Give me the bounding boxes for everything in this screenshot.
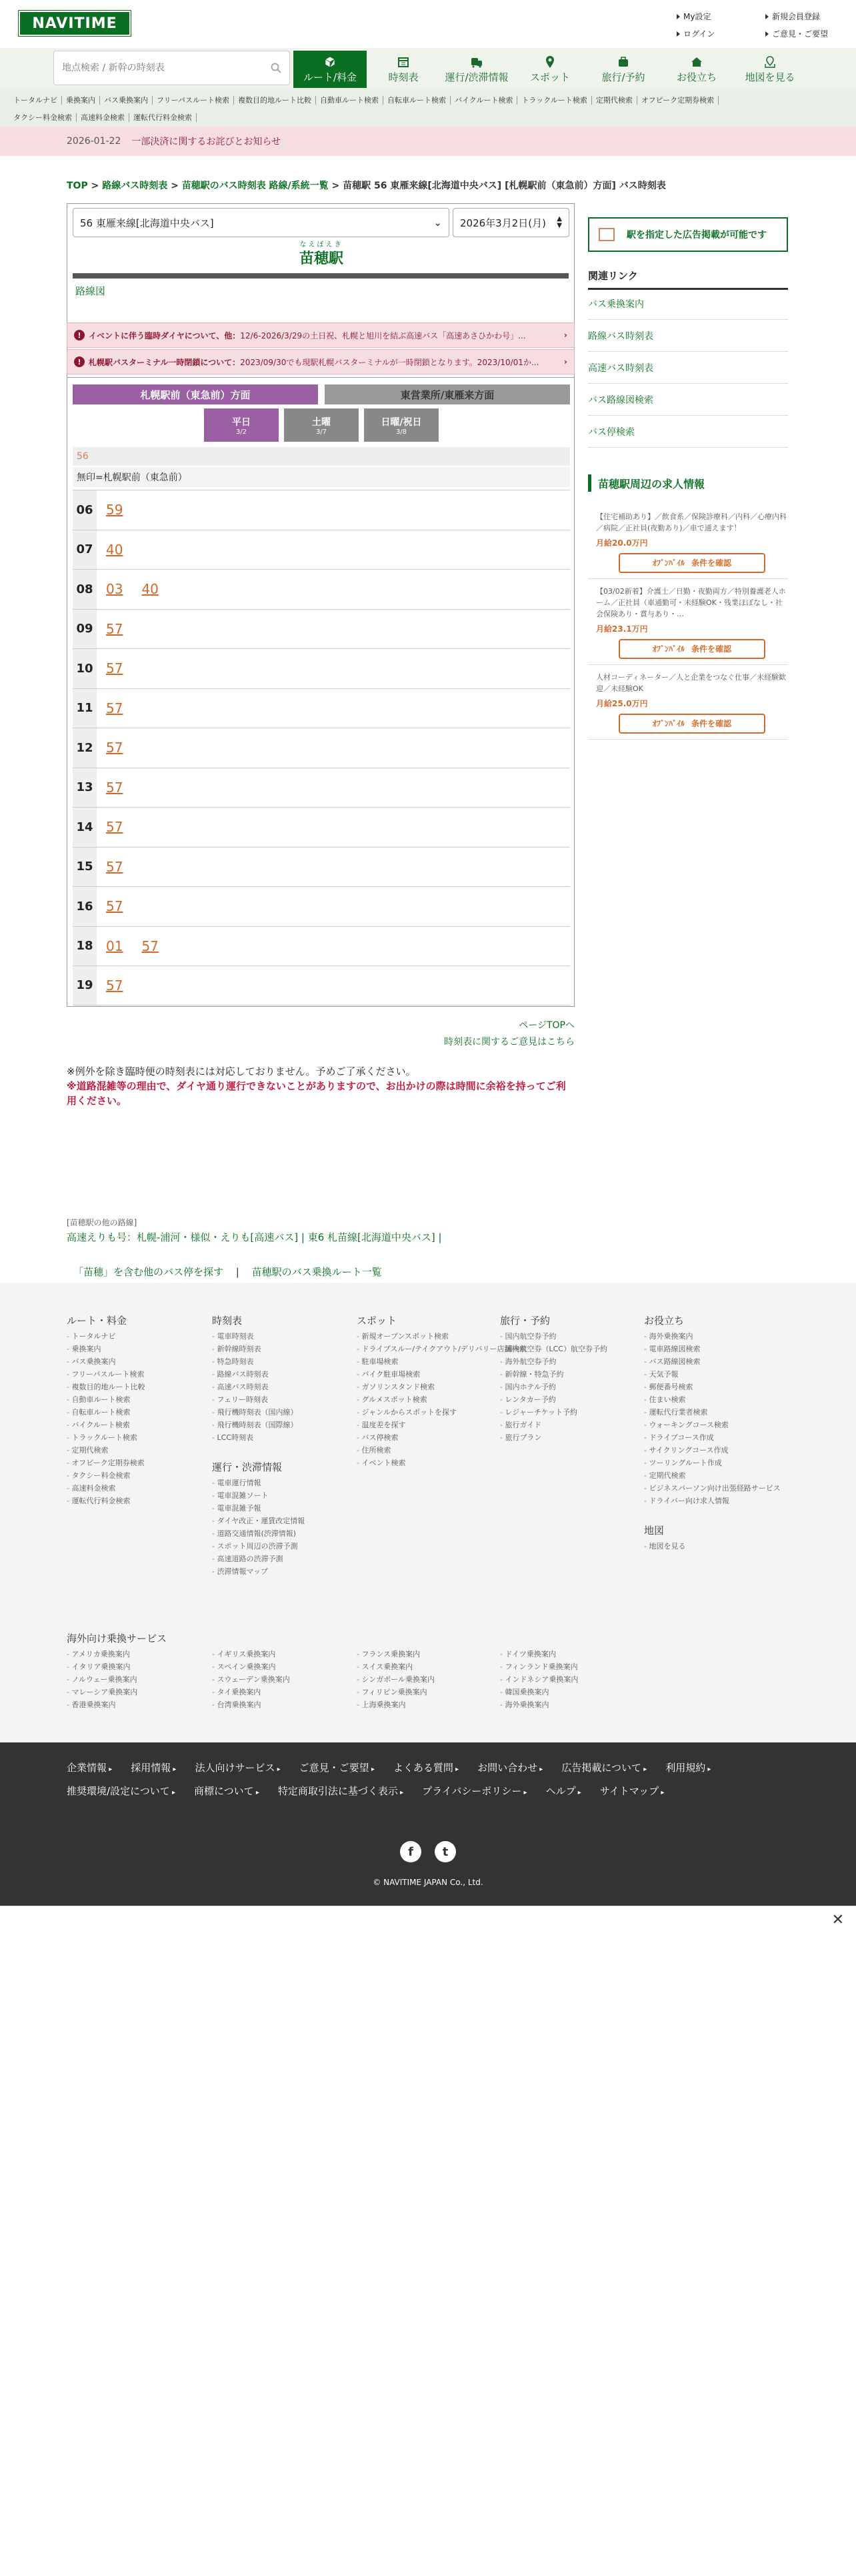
transfer-list-link[interactable]: 苗穂駅のバス乗換ルート一覧 <box>251 1266 382 1278</box>
footer-link[interactable]: - ウォーキングコース検索 <box>644 1419 791 1431</box>
footer-link[interactable]: - 国内航空券（LCC）航空券予約 <box>500 1343 607 1355</box>
footer-link[interactable]: - 旅行プラン <box>500 1431 607 1444</box>
table-row <box>73 569 570 609</box>
footer-link[interactable]: - 自動車ルート検索 <box>67 1393 145 1406</box>
departure-minute-link[interactable]: 57 <box>106 898 123 915</box>
caution-text: ※例外を除き臨時便の時刻表には対応しておりません。予めご了承ください。 ※道路混雑等の理由で、ダイヤ通り運行できないことがありますので、お出かけの際は時間に余裕を持ってご利用ください。 <box>67 1065 566 1107</box>
departure-minute-link[interactable]: 57 <box>106 779 123 796</box>
timetable <box>67 377 575 1007</box>
nav-tabs <box>293 51 807 88</box>
hour-cell: 08 <box>73 570 97 609</box>
alert-icon: ! <box>74 330 85 340</box>
overseas-link[interactable]: - インドネシア乗換案内 <box>500 1673 578 1686</box>
overseas-link[interactable]: - 上海乗換案内 <box>357 1698 435 1711</box>
footer-link[interactable]: - 定期代検索 <box>67 1444 145 1457</box>
search-box[interactable] <box>53 51 290 85</box>
table-row <box>73 490 570 530</box>
overseas-link[interactable]: - スウェーデン乗換案内 <box>212 1673 290 1686</box>
overseas-link[interactable]: - フィリピン乗換案内 <box>357 1686 435 1698</box>
footer-heading: 旅行・予約 <box>500 1315 551 1327</box>
triangle-icon <box>765 14 769 19</box>
footer-link[interactable]: - 国内ホテル予約 <box>500 1381 607 1393</box>
footer-link[interactable]: - 旅行ガイド <box>500 1419 607 1431</box>
chevron-right-icon: › <box>564 330 567 340</box>
hour-cell: 09 <box>73 610 97 649</box>
related-link[interactable]: バス乗換案内 <box>588 288 788 320</box>
day-tab-weekday[interactable]: 平日 3/2 <box>204 408 279 442</box>
footer-link[interactable]: - イベント検索 <box>357 1457 526 1469</box>
subnav-item[interactable]: バイクルート検索 <box>451 96 517 105</box>
related-links-title: 関連リンク <box>588 269 788 290</box>
table-row <box>73 728 570 768</box>
footer-link[interactable]: - 高速バス時刻表 <box>212 1381 305 1393</box>
sub-nav-row <box>13 92 843 109</box>
subnav-item[interactable]: 乗換案内 <box>62 96 100 105</box>
overseas-link[interactable]: - アメリカ乗換案内 <box>67 1648 137 1660</box>
footer-link[interactable]: - 自転車ルート検索 <box>67 1406 145 1419</box>
other-routes: [苗穂駅の他の路線] 高速えりも号：札幌-浦河・様似・えりも[高速バス] | 東6 札苗線[北海道中央バス] | <box>67 1218 442 1243</box>
footer-link[interactable]: - ジャンルからスポットを探す <box>357 1406 526 1419</box>
departure-minute-link[interactable]: 57 <box>106 858 123 875</box>
day-tab-holiday[interactable]: 日曜/祝日 3/8 <box>364 408 439 442</box>
subnav-item[interactable]: 高速料金検索 <box>77 113 129 122</box>
job-salary: 月給25.0万円 <box>596 699 648 708</box>
other-route-links[interactable]: 高速えりも号：札幌-浦河・様似・えりも[高速バス] | 東6 札苗線[北海道中央バス] | <box>67 1231 442 1243</box>
footer-link[interactable]: - ドライブスルー/テイクアウト/デリバリー店舗検索 <box>357 1343 526 1355</box>
footer-link[interactable]: - 天気予報 <box>644 1368 791 1381</box>
overseas-link[interactable]: - 香港乗換案内 <box>67 1698 137 1711</box>
footer-col-travel <box>500 1315 607 1444</box>
alert-icon: ! <box>74 356 85 367</box>
footer-link[interactable]: - レジャーチケット予約 <box>500 1406 607 1419</box>
departure-minute-link[interactable]: 57 <box>141 938 159 954</box>
divider <box>73 273 569 279</box>
footer-bottom-link[interactable]: 推奨環境/設定について ▸ <box>67 1785 175 1797</box>
facebook-icon[interactable]: f <box>400 1841 421 1862</box>
footer-link[interactable]: - ガソリンスタンド検索 <box>357 1381 526 1393</box>
subnav-item[interactable]: 運転代行料金検索 <box>129 113 197 122</box>
subnav-item[interactable]: バス乗換案内 <box>100 96 153 105</box>
breadcrumb: TOP > 路線バス時刻表 > 苗穂駅のバス時刻表 路線/系統一覧 > 苗穂駅 56 東雁来線[北海道中央バス] [札幌駅前（東急前）方面] バス時刻表 <box>67 181 666 191</box>
hour-cell: 16 <box>73 887 97 926</box>
sub-nav <box>0 88 856 127</box>
job-brand: ｵﾌﾞﾝﾊﾞｲﾙ <box>652 718 685 728</box>
station-title <box>67 239 575 268</box>
overseas-link[interactable]: - フランス乗換案内 <box>357 1648 435 1660</box>
table-row <box>73 768 570 808</box>
main-nav <box>0 48 856 88</box>
hour-cell: 10 <box>73 649 97 688</box>
related-link[interactable]: 路線バス時刻表 <box>588 320 788 352</box>
footer-heading: 運行・渋滞情報 <box>212 1461 283 1473</box>
job-card[interactable] <box>588 579 788 665</box>
footer-link[interactable]: - トラックルート検索 <box>67 1431 145 1444</box>
footer-col-route <box>67 1315 145 1507</box>
footer-bottom-link[interactable]: 企業情報 ▸ <box>67 1762 112 1774</box>
minutes-cell <box>97 570 570 609</box>
footer-link[interactable]: - フリーパスルート検索 <box>67 1368 145 1381</box>
footer-link[interactable]: - 特急時刻表 <box>212 1355 305 1368</box>
footer-link[interactable]: - 高速料金検索 <box>67 1482 145 1495</box>
footer-link[interactable]: - 電車混雑ソート <box>212 1489 305 1502</box>
subnav-item[interactable]: 自動車ルート検索 <box>316 96 383 105</box>
tab-timetable[interactable]: 時刻表 <box>367 51 440 88</box>
navitime-logo[interactable]: NAVITIME <box>19 11 131 36</box>
breadcrumb-top[interactable]: TOP <box>67 181 88 191</box>
login-link[interactable]: ログイン <box>677 25 715 43</box>
hour-cell: 06 <box>73 490 97 530</box>
table-row <box>73 530 570 570</box>
table-row <box>73 966 570 1005</box>
stepper-icon: ▲ ▼ <box>557 215 562 229</box>
footer-heading: 時刻表 <box>212 1315 243 1327</box>
date-select[interactable]: 2026年3月2日(月) ▲ ▼ <box>453 208 569 237</box>
subnav-item[interactable]: 定期代検索 <box>592 96 637 105</box>
overseas-link[interactable]: - シンガポール乗換案内 <box>357 1673 435 1686</box>
job-brand: ｵﾌﾞﾝﾊﾞｲﾙ <box>652 558 685 568</box>
footer-link[interactable]: - 渋滞情報マップ <box>212 1565 305 1578</box>
triangle-icon <box>677 14 680 19</box>
job-card[interactable] <box>588 504 788 579</box>
job-card[interactable] <box>588 665 788 740</box>
footer-link[interactable]: - 駐車場検索 <box>357 1355 526 1368</box>
footer-link[interactable]: - 複数目的地ルート比較 <box>67 1381 145 1393</box>
search-icon[interactable] <box>271 63 281 73</box>
table-row <box>73 807 570 847</box>
footer-heading: ルート・料金 <box>67 1315 127 1327</box>
overseas-col <box>500 1648 578 1711</box>
footer-link[interactable]: - 電車路線図検索 <box>644 1343 791 1355</box>
footer-sitemap <box>0 1283 856 1742</box>
related-links <box>588 288 788 448</box>
overseas-link[interactable]: - イギリス乗換案内 <box>212 1648 290 1660</box>
subnav-item[interactable]: 自転車ルート検索 <box>383 96 451 105</box>
day-tabs <box>67 408 575 442</box>
footer-link[interactable]: - バス乗換案内 <box>67 1355 145 1368</box>
hour-cell: 14 <box>73 808 97 847</box>
footer-link[interactable]: - レンタカー予約 <box>500 1393 607 1406</box>
hour-cell: 18 <box>73 927 97 966</box>
footer-link[interactable]: - ビジネスパーソン向け出張経路サービス <box>644 1482 791 1495</box>
footer-heading: お役立ち <box>644 1315 685 1327</box>
search-other-stop-link[interactable]: 「苗穂」を含む他のバス停を探す <box>73 1266 224 1278</box>
footer-link[interactable]: - 郵便番号検索 <box>644 1381 791 1393</box>
legend-note: 無印=札幌駅前（東急前） <box>73 467 570 487</box>
route-number: 56 <box>73 447 570 466</box>
job-brand: ｵﾌﾞﾝﾊﾞｲﾙ <box>652 644 685 654</box>
footer-link[interactable]: - 電車時刻表 <box>212 1330 305 1343</box>
minutes-cell <box>97 966 570 1005</box>
tab-travel[interactable]: 旅行/予約 <box>587 51 660 88</box>
jobs-list <box>588 504 788 740</box>
footer-link[interactable]: - 住まい検索 <box>644 1393 791 1406</box>
footer-link[interactable]: - LCC時刻表 <box>212 1431 305 1444</box>
hour-cell: 15 <box>73 848 97 887</box>
footer-bottom-link[interactable]: ヘルプ ▸ <box>546 1785 581 1797</box>
job-salary: 月給23.1万円 <box>596 624 648 634</box>
minutes-cell <box>97 768 570 808</box>
footer-link[interactable]: - 飛行機時刻表（国際線） <box>212 1419 305 1431</box>
footer-overseas: 海外向け乗換サービス <box>67 1632 167 1644</box>
alert-terminal[interactable]: ! 札幌駅バスターミナル一時閉鎖について：2023/09/30でも現駅札幌バスターミナルが一時閉鎖となります。2023/10/01か... › <box>67 349 575 374</box>
footer-link[interactable]: - タクシー料金検索 <box>67 1469 145 1482</box>
footer-bottom-link[interactable]: 採用情報 ▸ <box>131 1762 176 1774</box>
footer-link[interactable]: - 新幹線時刻表 <box>212 1343 305 1355</box>
footer-link[interactable]: - ドライブコース作成 <box>644 1431 791 1444</box>
footer-link[interactable]: - バイク駐車場検索 <box>357 1368 526 1381</box>
footer-bottom-link[interactable]: 広告掲載について ▸ <box>561 1762 647 1774</box>
hour-cell: 07 <box>73 530 97 570</box>
table-row <box>73 688 570 728</box>
footer-col-useful <box>644 1315 791 1553</box>
alert-event[interactable]: ! イベントに伴う臨時ダイヤについて、他：12/6-2026/3/29の土日祝、札幌と旭川を結ぶ高速バス「高速あさひかわ号」... › <box>67 322 575 348</box>
departure-minute-link[interactable]: 57 <box>106 740 123 756</box>
footer-bottom-link[interactable]: 利用規約 ▸ <box>665 1762 711 1774</box>
ad-icon <box>599 228 615 241</box>
job-description: 【住宅補助あり】／飲食系／保険診療科／内科／心療内科／病院／正社員(夜勤あり)／車で通えます！ <box>596 512 787 532</box>
footer-link[interactable]: - 飛行機時刻表（国内線） <box>212 1406 305 1419</box>
search-input[interactable] <box>62 63 249 73</box>
tab-traffic[interactable]: 運行/渋滞情報 <box>440 51 513 88</box>
timetable-icon <box>397 55 410 69</box>
register-link[interactable]: 新規会員登録 <box>765 8 828 25</box>
tab-spot[interactable]: スポット <box>513 51 587 88</box>
footer-link[interactable]: - ダイヤ改正・運賃改定情報 <box>212 1515 305 1527</box>
minutes-cell <box>97 848 570 887</box>
footer-link[interactable]: - バイクルート検索 <box>67 1419 145 1431</box>
subnav-item[interactable]: トラックルート検索 <box>517 96 591 105</box>
direction-tabs <box>73 384 570 404</box>
footer-bottom-link[interactable]: 法人向けサービス ▸ <box>195 1762 280 1774</box>
hour-cell: 19 <box>73 966 97 1005</box>
job-salary: 月給20.0万円 <box>596 538 648 548</box>
related-link[interactable]: バス停検索 <box>588 416 788 448</box>
footer-bottom-link[interactable]: 商標について ▸ <box>194 1785 259 1797</box>
station-ruby: なえぼえき <box>299 241 343 249</box>
job-button-label: 条件を確認 <box>691 718 732 728</box>
footer-link[interactable]: - 住所検索 <box>357 1444 526 1457</box>
table-row <box>73 609 570 649</box>
minutes-cell <box>97 887 570 926</box>
departure-minute-link[interactable]: 57 <box>106 620 123 637</box>
job-button-label: 条件を確認 <box>691 558 732 568</box>
feedback-timetable-link[interactable]: 時刻表に関するご意見はこちら <box>444 1037 575 1047</box>
minutes-cell <box>97 728 570 768</box>
table-row <box>73 847 570 887</box>
footer-link[interactable]: - トータルナビ <box>67 1330 145 1343</box>
overseas-link[interactable]: - スイス乗換案内 <box>357 1660 435 1673</box>
departure-minute-link[interactable]: 57 <box>106 977 123 993</box>
footer-col-timetable <box>212 1315 305 1578</box>
table-row <box>73 926 570 966</box>
breadcrumb-current: 苗穂駅 56 東雁来線[北海道中央バス] [札幌駅前（東急前）方面] バス時刻表 <box>343 181 666 191</box>
footer-link[interactable]: - 温度差を探す <box>357 1419 526 1431</box>
subnav-item[interactable]: 複数目的地ルート比較 <box>234 96 316 105</box>
chevron-right-icon: › <box>564 357 567 366</box>
footer-bottom-link[interactable]: ご意見・ご要望 ▸ <box>299 1762 375 1774</box>
minutes-cell <box>97 610 570 649</box>
footer-link[interactable]: - ドライバー向け求人情報 <box>644 1495 791 1507</box>
subnav-item[interactable]: オフピーク定期券検索 <box>637 96 719 105</box>
overseas-link[interactable]: - スペイン乗換案内 <box>212 1660 290 1673</box>
footer-link[interactable]: - ツーリングルート作成 <box>644 1457 791 1469</box>
page-top-link[interactable]: ページTOPへ <box>519 1020 575 1031</box>
table-row <box>73 886 570 926</box>
footer-heading: スポット <box>357 1315 397 1327</box>
footer-link[interactable]: - 海外乗換案内 <box>644 1330 791 1343</box>
map-icon <box>763 55 777 69</box>
related-link[interactable]: バス路線図検索 <box>588 384 788 416</box>
header-links-left <box>677 8 715 43</box>
subnav-item[interactable]: タクシー料金検索 <box>13 113 77 122</box>
tab-map[interactable]: 地図を見る <box>733 51 807 88</box>
footer-link[interactable]: - 海外航空券予約 <box>500 1355 607 1368</box>
footer-bottom-link[interactable]: サイトマップ ▸ <box>600 1785 665 1797</box>
pin-icon <box>543 55 557 69</box>
breadcrumb-station-routes[interactable]: 苗穂駅のバス時刻表 路線/系統一覧 <box>181 181 329 191</box>
footer-link[interactable]: - 地図を見る <box>644 1540 791 1553</box>
day-tab-saturday[interactable]: 土曜 3/7 <box>284 408 359 442</box>
minutes-cell <box>97 490 570 530</box>
notice-bar[interactable] <box>0 127 856 156</box>
footer-link-list <box>67 1757 733 1804</box>
house-icon <box>690 55 703 69</box>
site-header <box>0 0 856 48</box>
footer-link[interactable]: - スポット周辺の渋滞予測 <box>212 1540 305 1553</box>
departure-minute-link[interactable]: 59 <box>106 502 123 518</box>
overseas-col <box>212 1648 290 1711</box>
overseas-col <box>357 1648 435 1711</box>
overseas-col <box>67 1648 137 1711</box>
overseas-link[interactable]: - 台湾乗換案内 <box>212 1698 290 1711</box>
footer-bottom-link[interactable]: プライバシーポリシー ▸ <box>422 1785 527 1797</box>
notice-text[interactable]: 一部決済に関するお詫びとお知らせ <box>131 137 281 147</box>
direction-tab-higashi[interactable]: 東営業所/東雁来方面 <box>325 384 570 404</box>
close-icon[interactable]: ✕ <box>831 1912 844 1928</box>
footer-bottom-link[interactable]: お問い合わせ ▸ <box>477 1762 543 1774</box>
minutes-cell <box>97 689 570 728</box>
departure-minute-link[interactable]: 40 <box>106 541 123 558</box>
tab-useful[interactable]: お役立ち <box>660 51 733 88</box>
job-description: 人材コーディネーター／人と企業をつなぐ仕事／未経験歓迎／未経験OK <box>596 673 787 693</box>
notice-date: 2026-01-22 <box>67 136 121 147</box>
overseas-link[interactable]: - ドイツ乗換案内 <box>500 1648 578 1660</box>
minutes-cell <box>97 927 570 966</box>
ad-button[interactable]: 駅を指定した広告掲載が可能です <box>588 217 788 252</box>
overseas-link[interactable]: - イタリア乗換案内 <box>67 1660 137 1673</box>
job-button-label: 条件を確認 <box>691 644 732 654</box>
job-check-button[interactable] <box>619 553 765 573</box>
footer-link[interactable]: - 新幹線・特急予約 <box>500 1368 607 1381</box>
related-search: 「苗穂」を含む他のバス停を探す | 苗穂駅のバス乗換ルート一覧 <box>73 1266 382 1278</box>
minutes-cell <box>97 530 570 570</box>
my-settings-link[interactable]: My設定 <box>677 8 715 25</box>
footer-link[interactable]: - 高速道路の渋滞予測 <box>212 1553 305 1565</box>
triangle-icon <box>677 31 680 37</box>
footer-link[interactable]: - 定期代検索 <box>644 1469 791 1482</box>
footer-link[interactable]: - 新規オープンスポット検索 <box>357 1330 526 1343</box>
direction-tab-sapporo[interactable]: 札幌駅前（東急前）方面 <box>73 384 318 404</box>
hour-cell: 13 <box>73 768 97 808</box>
social-links <box>400 1841 456 1862</box>
departure-minute-link[interactable]: 03 <box>106 581 123 598</box>
overseas-link[interactable]: - マレーシア乗換案内 <box>67 1686 137 1698</box>
traffic-icon <box>470 55 483 69</box>
related-link[interactable]: 高速バス時刻表 <box>588 352 788 384</box>
header-links-right <box>765 8 828 43</box>
hour-cell: 11 <box>73 689 97 728</box>
chevron-down-icon: ⌄ <box>433 217 442 229</box>
footer-links <box>0 1742 856 1906</box>
copyright: © NAVITIME JAPAN Co., Ltd. <box>373 1878 483 1887</box>
breadcrumb-bus-timetable[interactable]: 路線バス時刻表 <box>102 181 168 191</box>
feedback-link[interactable]: ご意見・ご要望 <box>765 25 828 43</box>
overseas-link[interactable]: - 韓国乗換案内 <box>500 1686 578 1698</box>
footer-link[interactable]: - オフピーク定期券検索 <box>67 1457 145 1469</box>
station-name: 苗穂駅 <box>299 251 343 267</box>
footer-bottom-link[interactable]: よくある質問 ▸ <box>393 1762 459 1774</box>
route-select[interactable]: 56 東雁来線[北海道中央バス] ⌄ <box>73 208 449 237</box>
footer-link[interactable]: - サイクリングコース作成 <box>644 1444 791 1457</box>
footer-link[interactable]: - バス路線図検索 <box>644 1355 791 1368</box>
footer-link[interactable]: - フェリー時刻表 <box>212 1393 305 1406</box>
departure-minute-link[interactable]: 01 <box>106 938 123 954</box>
job-description: 【03/02新着】介護士／日勤・夜勤両方／特別養護老人ホーム／正社員（車通勤可・未経験OK・残業ほぼなし・社会保険あり・賞与あり・… <box>596 587 786 618</box>
twitter-icon[interactable]: t <box>435 1841 456 1862</box>
triangle-icon <box>765 31 769 37</box>
footer-link[interactable]: - 電車運行情報 <box>212 1477 305 1489</box>
footer-link[interactable]: - 乗換案内 <box>67 1343 145 1355</box>
overseas-link[interactable]: - タイ乗換案内 <box>212 1686 290 1698</box>
suitcase-icon <box>617 55 630 69</box>
departure-minute-link[interactable]: 57 <box>106 819 123 836</box>
footer-link[interactable]: - バス停検索 <box>357 1431 526 1444</box>
footer-link[interactable]: - 道路交通情報(渋滞情報) <box>212 1527 305 1540</box>
footer-heading: 地図 <box>644 1525 665 1537</box>
job-check-button[interactable] <box>619 714 765 734</box>
departure-minute-link[interactable]: 57 <box>106 660 123 677</box>
timetable-rows <box>73 490 570 1005</box>
departure-minute-link[interactable]: 57 <box>106 700 123 716</box>
table-row <box>73 648 570 688</box>
departure-minute-link[interactable]: 40 <box>141 581 159 598</box>
sub-nav-row <box>13 109 843 127</box>
footer-link[interactable]: - 路線バス時刻表 <box>212 1368 305 1381</box>
minutes-cell <box>97 649 570 688</box>
footer-link[interactable]: - 運転代行料金検索 <box>67 1495 145 1507</box>
job-check-button[interactable] <box>619 639 765 659</box>
overseas-link[interactable]: - 海外乗換案内 <box>500 1698 578 1711</box>
jobs-title: 苗穂駅周辺の求人情報 <box>588 474 788 492</box>
bottom-ad-bar <box>0 1906 856 1966</box>
footer-link[interactable]: - 運転代行業者検索 <box>644 1406 791 1419</box>
tab-route[interactable]: ルート/料金 <box>293 51 367 88</box>
overseas-link[interactable]: - ノルウェー乗換案内 <box>67 1673 137 1686</box>
route-icon <box>323 55 337 69</box>
route-map-link[interactable]: 路線図 <box>75 285 106 297</box>
hour-cell: 12 <box>73 728 97 768</box>
footer-bottom-link[interactable]: 特定商取引法に基づく表示 ▸ <box>278 1785 403 1797</box>
footer-link[interactable]: - グルメスポット検索 <box>357 1393 526 1406</box>
overseas-link[interactable]: - フィンランド乗換案内 <box>500 1660 578 1673</box>
footer-link[interactable]: - 国内航空券予約 <box>500 1330 607 1343</box>
minutes-cell <box>97 808 570 847</box>
subnav-item[interactable]: トータルナビ <box>13 96 62 105</box>
subnav-item[interactable]: フリーパスルート検索 <box>153 96 234 105</box>
footer-link[interactable]: - 電車混雑予報 <box>212 1502 305 1515</box>
